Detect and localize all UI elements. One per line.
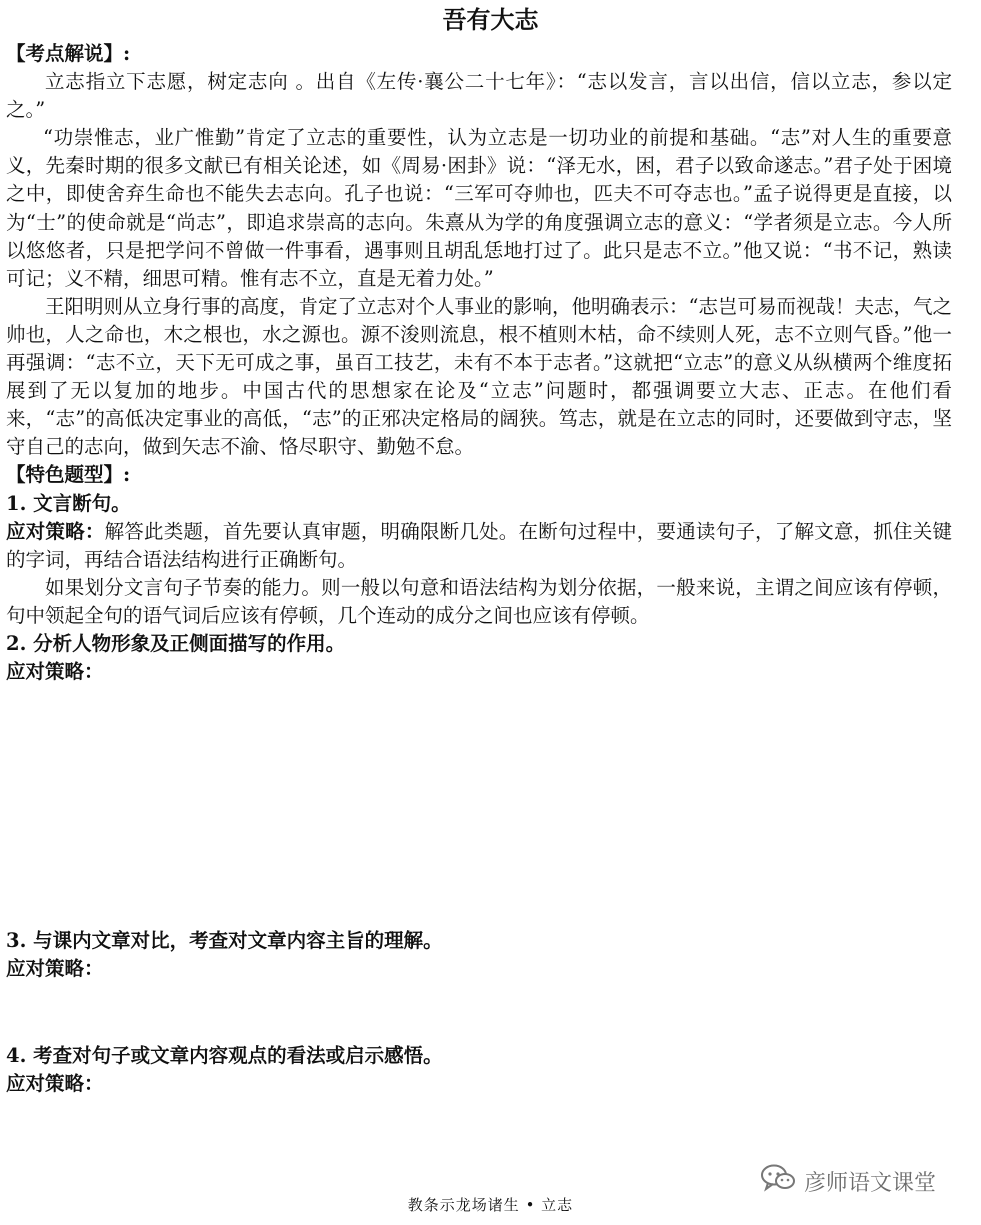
question-1-strategy-label: 应对策略：	[6, 519, 105, 543]
question-1-strategy-text: 解答此类题，首先要认真审题，明确限断几处。在断句过程中，要通读句子，了解文意，抓住关键的字词，再结合语法结构进行正确断句。	[6, 519, 952, 571]
question-2-title: 2. 分析人物形象及正侧面描写的作用。	[6, 631, 346, 655]
analysis-paragraph-3: 王阳明则从立身行事的高度，肯定了立志对个人事业的影响，他明确表示：“志岂可易而视哉！夫志，气之帅也，人之命也，木之根也，水之源也。源不浚则流息，根不植则木枯，命不续则人死，志不立则气昏。”他一再强调：“志不立，天下无可成之事，虽百工技艺，未有不本于志者。”这就把“立志”的意义从纵横两个维度拓展到了无以复加的地步。中国古代的思想家在论及“立志”问题时，都强调要立大志、正志。在他们看来，“志”的高低决定事业的高低，“志”的正邪决定格局的阔狭。笃志，就是在立志的同时，还要做到守志，坚守自己的志向，做到矢志不渝、恪尽职守、勤勉不怠。	[6, 294, 952, 459]
question-1-extra: 如果划分文言句子节奏的能力。则一般以句意和语法结构为划分依据，一般来说，主谓之间应该有停顿，句中领起全句的语气词后应该有停顿，几个连动的成分之间也应该有停顿。	[6, 575, 952, 627]
analysis-paragraph-1: 立志指立下志愿，树定志向 。出自《左传·襄公二十七年》：“志以发言，言以出信，信以立志，参以定之。”	[6, 70, 952, 122]
question-4-strategy-label: 应对策略：	[6, 1072, 104, 1096]
page-footer: 教条示龙场诸生 • 立志	[407, 1196, 574, 1214]
question-1-strategy	[6, 518, 952, 574]
page-title: 吾有大志	[442, 5, 539, 34]
section-heading-analysis: 【考点解说】:	[6, 42, 131, 65]
question-3-title: 3. 与课内文章对比，考查对文章内容主旨的理解。	[6, 929, 443, 953]
section-heading-question-types: 【特色题型】:	[6, 463, 131, 487]
question-4-title: 4. 考查对句子或文章内容观点的看法或启示感悟。	[6, 1044, 443, 1068]
question-2-strategy-label: 应对策略：	[6, 660, 104, 684]
analysis-paragraph-2: “功崇惟志，业广惟勤”肯定了立志的重要性，认为立志是一切功业的前提和基础。“志”对人生的重要意义，先秦时期的很多文献已有相关论述，如《周易·困卦》说：“泽无水，困，君子以致命遂志。”君子处于困境之中，即使舍弃生命也不能失去志向。孔子也说：“三军可夺帅也，匹夫不可夺志也。”孟子说得更是直接，以为“士”的使命就是“尚志”，即追求崇高的志向。朱熹从为学的角度强调立志的意义：“学者须是立志。今人所以悠悠者，只是把学问不曾做一件事看，遇事则且胡乱恁地打过了。此只是志不立。”他又说：“书不记，熟读可记；义不精，细思可精。惟有志不立，直是无着力处。”	[6, 126, 952, 290]
question-1-title: 1. 文言断句。	[6, 491, 131, 515]
document-body	[6, 40, 952, 1099]
watermark-text: 彦师语文课堂	[804, 1170, 937, 1196]
answer-space-3	[6, 983, 952, 1042]
answer-space-2	[6, 686, 952, 927]
question-3-strategy-label: 应对策略：	[6, 957, 104, 981]
